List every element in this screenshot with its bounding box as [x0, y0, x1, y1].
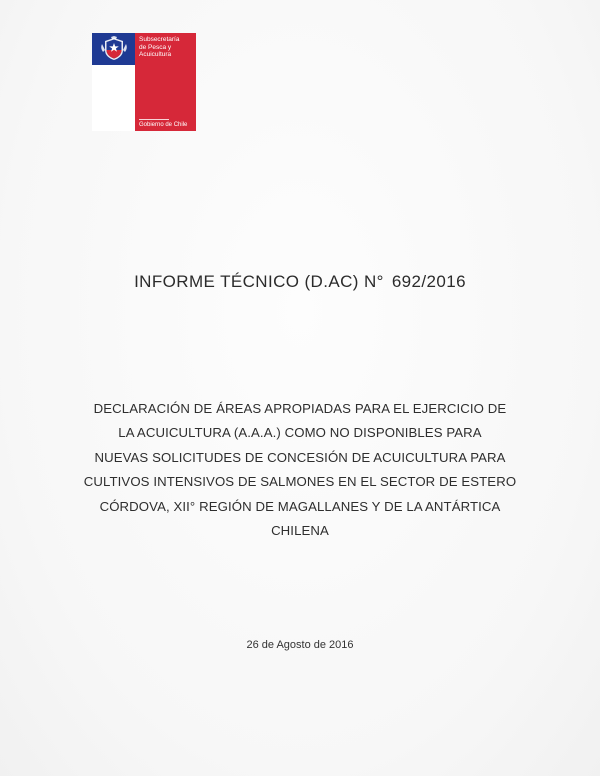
logo-white-field	[92, 65, 135, 131]
declaration-line: NUEVAS SOLICITUDES DE CONCESIÓN DE ACUICULTURA PARA	[94, 449, 506, 465]
logo-agency-name	[139, 36, 195, 59]
report-title	[0, 272, 600, 292]
logo-agency-line: Acuicultura	[139, 51, 172, 58]
document-date: 26 de Agosto de 2016	[246, 639, 354, 651]
report-number: 692/2016	[391, 272, 466, 291]
logo-agency-line: de Pesca y	[139, 43, 172, 51]
logo-blue-field	[92, 33, 135, 65]
logo-government: Gobierno de Chile	[139, 122, 188, 128]
declaration-line: CULTIVOS INTENSIVOS DE SALMONES EN EL SECTOR DE ESTERO	[83, 474, 517, 490]
logo-divider	[139, 119, 169, 120]
logo-red-field	[135, 33, 196, 131]
declaration-line: DECLARACIÓN DE ÁREAS APROPIADAS PARA EL EJERCICIO DE	[93, 401, 507, 416]
declaration-line: CHILENA	[271, 523, 329, 539]
logo-agency-line: Subsecretaría	[139, 36, 180, 43]
declaration-line: CÓRDOVA, XII° REGIÓN DE MAGALLANES Y DE LA ANTÁRTICA	[99, 498, 501, 514]
chile-coat-of-arms-icon	[99, 36, 129, 62]
declaration-heading	[70, 397, 530, 543]
declaration-line: LA ACUICULTURA (A.A.A.) COMO NO DISPONIBLES PARA	[118, 425, 482, 441]
report-title-text: INFORME TÉCNICO (D.AC) N°	[134, 272, 384, 291]
subpesca-logo	[92, 33, 196, 131]
